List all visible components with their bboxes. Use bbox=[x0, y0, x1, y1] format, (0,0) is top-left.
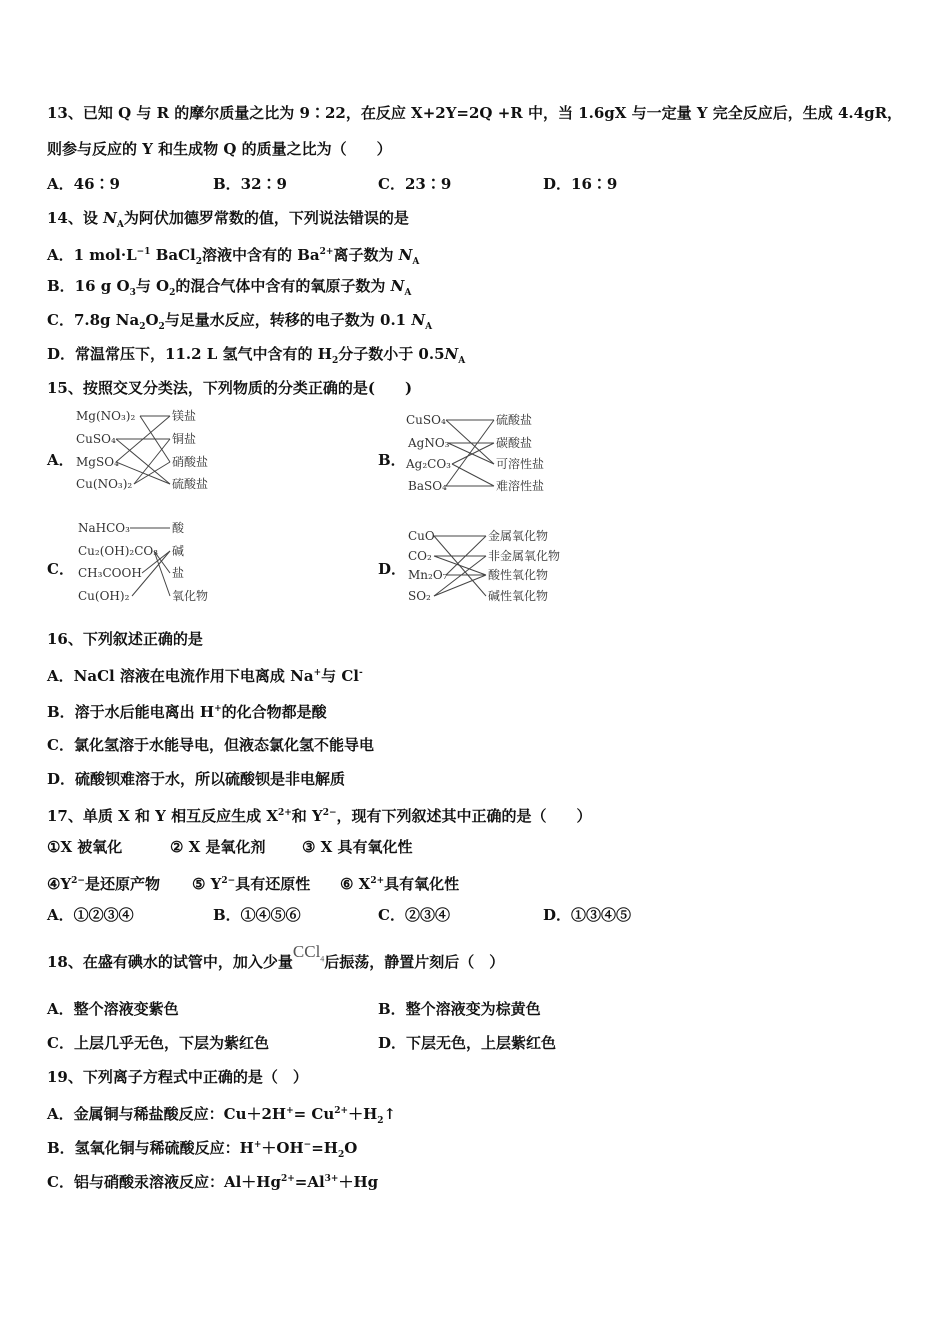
q13-stem-line2: 则参与反应的 Y 和生成物 Q 的质量之比为（ ） bbox=[47, 140, 392, 158]
diagram-a-links bbox=[116, 416, 170, 484]
q17-option-d[interactable]: D．①③④⑤ bbox=[543, 906, 632, 924]
diagram-c-right-4: 氧化物 bbox=[172, 589, 209, 603]
diagram-c-links bbox=[130, 528, 170, 596]
q17-option-a[interactable]: A．①②③④ bbox=[47, 906, 134, 924]
q17-statement-5: ⑤ $Y^{2-}$具有还原性 bbox=[192, 875, 311, 893]
q13-option-c[interactable]: C．23∶9 bbox=[378, 175, 452, 193]
diagram-d-left-3: Mn₂O₇ bbox=[408, 568, 448, 582]
diagram-a-left-3: MgSO₄ bbox=[76, 455, 119, 469]
q15-diagram-c bbox=[74, 518, 234, 608]
diagram-b-left-3: Ag₂CO₃ bbox=[406, 457, 451, 471]
q13-option-b[interactable]: B．32∶9 bbox=[213, 175, 287, 193]
diagram-c-right-2: 碱 bbox=[172, 544, 185, 558]
diagram-c-left-3: CH₃COOH bbox=[78, 566, 142, 580]
q15-diagram-d bbox=[402, 526, 577, 608]
q16-stem: 16、下列叙述正确的是 bbox=[47, 630, 203, 648]
q16-option-a[interactable]: A．NaCl 溶液在电流作用下电离成 Na+与 Cl- bbox=[47, 667, 363, 685]
q15-option-c-label[interactable]: C． bbox=[47, 560, 74, 578]
q15-option-b-label[interactable]: B． bbox=[378, 451, 406, 469]
diagram-d-left-1: CuO bbox=[408, 529, 435, 543]
q18-stem: 18、在盛有碘水的试管中，加入少量CCl$_4$后振荡，静置片刻后（ ） bbox=[47, 942, 505, 971]
diagram-d-right-3: 酸性氧化物 bbox=[488, 568, 549, 582]
diagram-d-left-2: CO₂ bbox=[408, 549, 432, 563]
diagram-d-links bbox=[434, 536, 486, 596]
q19-option-c[interactable]: C．铝与硝酸汞溶液反应：$Al+Hg^{2+}=Al^{3+}+Hg$ bbox=[47, 1173, 379, 1191]
q17-stem: 17、单质 X 和 Y 相互反应生成 $X^{2+}$和 $Y^{2-}$，现有下列叙述其中正确的是（ ） bbox=[47, 807, 592, 825]
q13-option-a[interactable]: A．46∶9 bbox=[47, 175, 120, 193]
diagram-b-right-3: 可溶性盐 bbox=[496, 457, 545, 471]
q15-diagram-b bbox=[402, 410, 562, 500]
diagram-b-links bbox=[446, 420, 494, 486]
q14-option-c[interactable]: C．7.8g $Na_2O_2$与足量水反应，转移的电子数为 0.1 $N_A$ bbox=[47, 311, 433, 332]
q14-stem: 14、设 $N_A$为阿伏加德罗常数的值，下列说法错误的是 bbox=[47, 209, 409, 230]
diagram-c-right-3: 盐 bbox=[172, 566, 185, 580]
diagram-a-right-3: 硝酸盐 bbox=[172, 455, 209, 469]
q17-statement-6: ⑥ $X^{2+}$具有氧化性 bbox=[340, 875, 460, 893]
q14-option-d[interactable]: D．常温常压下，11.2 L 氢气中含有的 $H_2$分子数小于 $0.5N_A$ bbox=[47, 345, 466, 366]
diagram-d-right-2: 非金属氧化物 bbox=[488, 549, 561, 563]
diagram-c-left-2: Cu₂(OH)₂CO₃ bbox=[78, 544, 159, 558]
diagram-a-left-4: Cu(NO₃)₂ bbox=[76, 477, 133, 491]
diagram-b-right-4: 难溶性盐 bbox=[496, 479, 545, 493]
diagram-b-left-4: BaSO₄ bbox=[408, 479, 447, 493]
q15-diagram-a bbox=[72, 406, 232, 496]
diagram-d-left-4: SO₂ bbox=[408, 589, 431, 603]
q18-option-c[interactable]: C．上层几乎无色，下层为紫红色 bbox=[47, 1034, 269, 1052]
diagram-d-right-1: 金属氧化物 bbox=[488, 529, 549, 543]
q14-option-b[interactable]: B．16 g $O_3$与 $O_2$的混合气体中含有的氧原子数为 $N_A$ bbox=[47, 277, 412, 298]
diagram-a-right-4: 硫酸盐 bbox=[172, 477, 209, 491]
q19-option-b[interactable]: B．氢氧化铜与稀硫酸反应：$H^++OH^-=H_2O$ bbox=[47, 1139, 358, 1160]
diagram-d-right-4: 碱性氧化物 bbox=[488, 589, 549, 603]
q15-option-d-label[interactable]: D． bbox=[378, 560, 407, 578]
diagram-b-left-2: AgNO₃ bbox=[408, 436, 450, 450]
diagram-a-left-2: CuSO₄ bbox=[76, 432, 116, 446]
q17-statement-3: ③ X 具有氧化性 bbox=[302, 838, 413, 856]
q16-option-c[interactable]: C．氯化氢溶于水能导电，但液态氯化氢不能导电 bbox=[47, 736, 374, 754]
diagram-a-right-2: 铜盐 bbox=[172, 432, 197, 446]
diagram-b-right-2: 碳酸盐 bbox=[496, 436, 533, 450]
q18-option-d[interactable]: D．下层无色，上层紫红色 bbox=[378, 1034, 557, 1052]
ccl4-formula: CCl$_4$ bbox=[292, 942, 325, 964]
q19-option-a[interactable]: A．金属铜与稀盐酸反应：$Cu+2H^+= Cu^{2+}+H_2↑$ bbox=[47, 1105, 397, 1126]
q17-statement-1: ①X 被氧化 bbox=[47, 838, 123, 856]
diagram-b-left-1: CuSO₄ bbox=[406, 413, 446, 427]
q16-option-b[interactable]: B．溶于水后能电离出 H+的化合物都是酸 bbox=[47, 703, 327, 721]
diagram-c-left-4: Cu(OH)₂ bbox=[78, 589, 130, 603]
q15-option-a-label[interactable]: A． bbox=[47, 451, 74, 469]
q17-option-b[interactable]: B．①④⑤⑥ bbox=[213, 906, 301, 924]
q17-option-c[interactable]: C．②③④ bbox=[378, 906, 450, 924]
diagram-c-left-1: NaHCO₃ bbox=[78, 521, 130, 535]
q13-stem-line1: 13、已知 Q 与 R 的摩尔质量之比为 9∶22，在反应 X+2Y=2Q +R 中，当 1.6gX 与一定量 Y 完全反应后，生成 4.4gR， bbox=[47, 104, 903, 122]
diagram-a-left-1: Mg(NO₃)₂ bbox=[76, 409, 136, 423]
q16-option-d[interactable]: D．硫酸钡难溶于水，所以硫酸钡是非电解质 bbox=[47, 770, 346, 788]
q19-stem: 19、下列离子方程式中正确的是（ ） bbox=[47, 1068, 308, 1086]
q14-option-a[interactable]: A．1 $mol\cdot L^{-1}$ BaCl$_2$溶液中含有的 $Ba^{2+}$离子数为 $N_A$ bbox=[47, 246, 420, 267]
diagram-a-right-1: 镁盐 bbox=[172, 409, 197, 423]
q18-option-a[interactable]: A．整个溶液变紫色 bbox=[47, 1000, 179, 1018]
q18-option-b[interactable]: B．整个溶液变为棕黄色 bbox=[378, 1000, 541, 1018]
q17-statement-4: $④Y^{2-}$是还原产物 bbox=[47, 875, 160, 893]
diagram-b-right-1: 硫酸盐 bbox=[496, 413, 533, 427]
q13-option-d[interactable]: D．16∶9 bbox=[543, 175, 618, 193]
q15-stem: 15、按照交叉分类法，下列物质的分类正确的是( ) bbox=[47, 379, 413, 397]
q17-statement-2: ② X 是氧化剂 bbox=[170, 838, 266, 856]
diagram-c-right-1: 酸 bbox=[172, 521, 185, 535]
